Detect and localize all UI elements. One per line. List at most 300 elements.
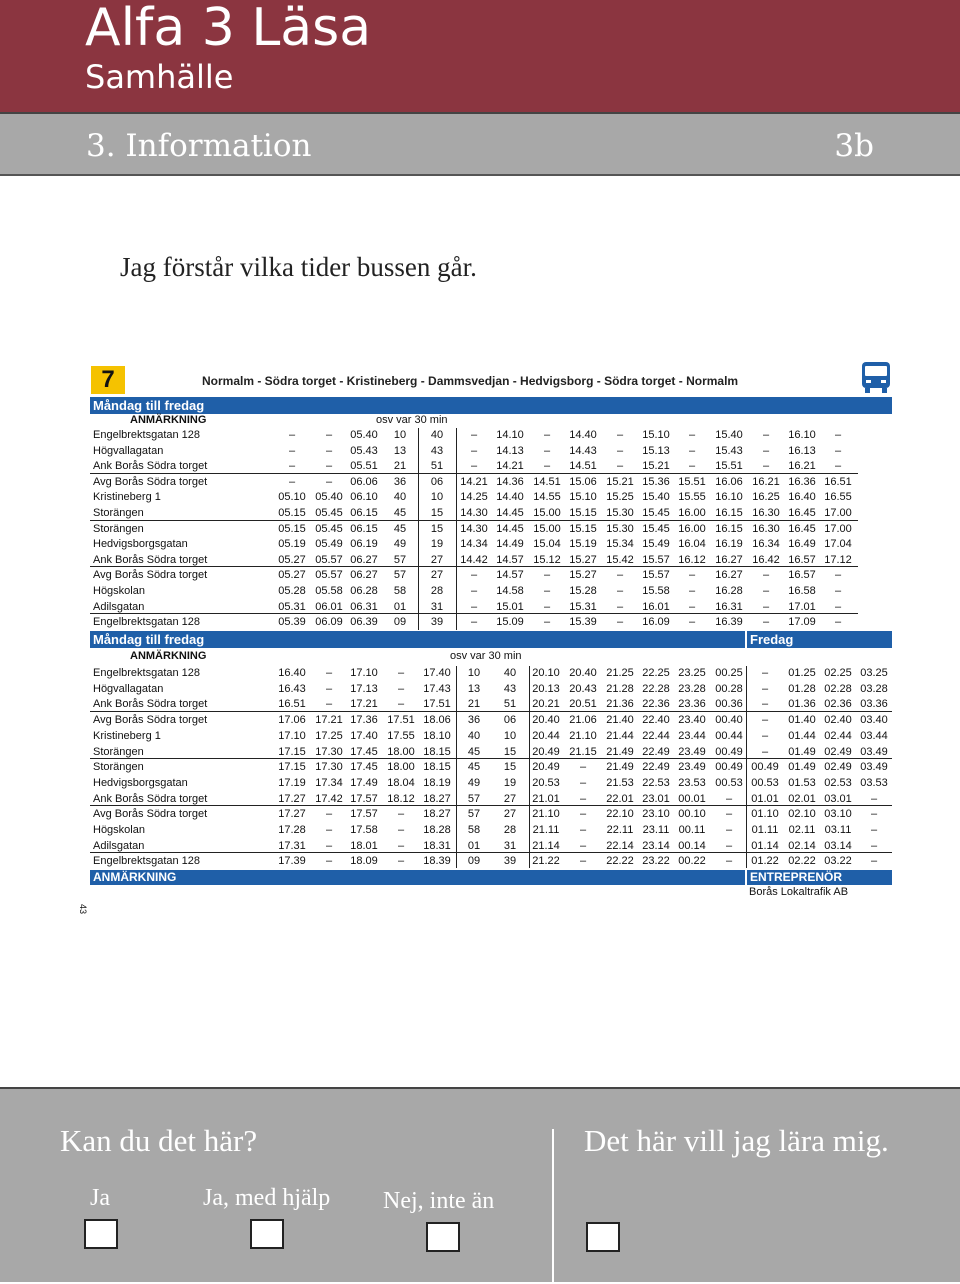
- time-cell: 20.40: [569, 667, 597, 679]
- time-cell: 22.14: [606, 839, 634, 852]
- time-cell: 19: [503, 776, 517, 789]
- time-cell: –: [288, 444, 296, 457]
- stop-name: Storängen: [93, 761, 144, 774]
- time-cell: –: [834, 460, 842, 473]
- time-cell: 00.53: [715, 776, 743, 789]
- assessment-question: Kan du det här?: [60, 1123, 258, 1158]
- time-cell: –: [470, 616, 478, 629]
- time-cell: –: [470, 569, 478, 582]
- time-cell: 16.06: [715, 475, 743, 488]
- time-cell: –: [834, 444, 842, 457]
- time-cell: 03.25: [860, 667, 888, 679]
- time-cell: 43: [503, 682, 517, 695]
- time-cell: 16.13: [788, 444, 816, 457]
- time-cell: –: [325, 460, 333, 473]
- column-separator: [456, 666, 457, 868]
- time-cell: 15.57: [642, 569, 670, 582]
- time-cell: –: [688, 569, 696, 582]
- time-cell: –: [761, 682, 769, 695]
- time-cell: 15.09: [496, 616, 524, 629]
- time-cell: 27: [503, 808, 517, 821]
- time-cell: 17.28: [278, 824, 306, 836]
- time-cell: 21.01: [532, 792, 560, 805]
- time-cell: 02.36: [824, 698, 852, 711]
- time-cell: 17.04: [824, 538, 852, 551]
- row-separator: [90, 520, 858, 521]
- time-cell: 49: [467, 776, 481, 789]
- time-cell: 14.49: [496, 538, 524, 551]
- time-cell: 15.45: [642, 507, 670, 519]
- time-cell: 57: [467, 808, 481, 821]
- time-cell: –: [470, 600, 478, 613]
- time-cell: 16.27: [715, 569, 743, 582]
- time-cell: –: [325, 444, 333, 457]
- time-cell: 16.00: [678, 522, 706, 535]
- time-cell: 58: [467, 824, 481, 836]
- time-cell: 18.31: [423, 839, 451, 852]
- stop-name: Högskolan: [93, 824, 145, 836]
- time-cell: –: [688, 600, 696, 613]
- stop-name: Kristineberg 1: [93, 729, 161, 742]
- time-cell: 16.45: [788, 507, 816, 519]
- checkbox-not-yet[interactable]: [426, 1222, 460, 1252]
- time-cell: 15.28: [569, 585, 597, 597]
- time-cell: 40: [503, 667, 517, 679]
- time-cell: 03.49: [860, 745, 888, 758]
- time-cell: –: [325, 475, 333, 488]
- time-cell: 17.57: [350, 808, 378, 821]
- time-cell: 23.25: [678, 667, 706, 679]
- time-cell: –: [834, 616, 842, 629]
- time-cell: 02.01: [788, 792, 816, 805]
- time-cell: –: [325, 698, 333, 711]
- stop-name: Ank Borås Södra torget: [93, 460, 208, 473]
- time-cell: 21.25: [606, 667, 634, 679]
- time-cell: 10: [503, 729, 517, 742]
- time-cell: 15.51: [715, 460, 743, 473]
- time-cell: 03.10: [824, 808, 852, 821]
- time-cell: 17.39: [278, 855, 306, 868]
- time-cell: 17.45: [350, 745, 378, 758]
- time-cell: –: [397, 698, 405, 711]
- time-cell: 17.34: [315, 776, 343, 789]
- time-cell: –: [579, 792, 587, 805]
- time-cell: 36: [467, 714, 481, 727]
- time-cell: –: [761, 667, 769, 679]
- time-cell: 14.55: [533, 491, 561, 504]
- stop-name: Högvallagatan: [93, 682, 164, 695]
- stop-name: Adilsgatan: [93, 839, 145, 852]
- time-cell: 15.13: [642, 444, 670, 457]
- checkbox-yes[interactable]: [84, 1219, 118, 1249]
- time-cell: 28: [503, 824, 517, 836]
- time-cell: 22.11: [606, 824, 634, 836]
- time-cell: 14.43: [569, 444, 597, 457]
- time-cell: –: [761, 729, 769, 742]
- time-cell: 02.40: [824, 714, 852, 727]
- time-cell: –: [834, 585, 842, 597]
- time-cell: 21.40: [606, 714, 634, 727]
- time-cell: 01.01: [751, 792, 779, 805]
- time-cell: 05.27: [278, 553, 306, 566]
- time-cell: 15.30: [606, 507, 634, 519]
- time-cell: –: [762, 585, 770, 597]
- time-cell: 09: [393, 616, 407, 629]
- time-cell: 17.51: [387, 714, 415, 727]
- time-cell: –: [616, 460, 624, 473]
- time-cell: –: [397, 855, 405, 868]
- column-separator: [456, 428, 457, 630]
- time-cell: 23.36: [678, 698, 706, 711]
- time-cell: 17.01: [788, 600, 816, 613]
- time-cell: 15.34: [606, 538, 634, 551]
- time-cell: 00.36: [715, 698, 743, 711]
- time-cell: 16.01: [642, 600, 670, 613]
- time-cell: 02.22: [788, 855, 816, 868]
- time-cell: 14.45: [496, 507, 524, 519]
- time-cell: 09: [467, 855, 481, 868]
- time-cell: 14.21: [460, 475, 488, 488]
- time-cell: 01.44: [788, 729, 816, 742]
- time-cell: 05.28: [278, 585, 306, 597]
- time-cell: 16.45: [788, 522, 816, 535]
- stop-name: Högskolan: [93, 585, 145, 597]
- friday-band: Fredag: [747, 631, 892, 648]
- time-cell: 22.25: [642, 667, 670, 679]
- time-cell: 14.13: [496, 444, 524, 457]
- time-cell: –: [579, 761, 587, 774]
- time-cell: 18.28: [423, 824, 451, 836]
- time-cell: –: [688, 444, 696, 457]
- time-cell: 58: [393, 585, 407, 597]
- time-cell: –: [616, 600, 624, 613]
- time-cell: 00.28: [715, 682, 743, 695]
- time-cell: 16.30: [752, 507, 780, 519]
- time-cell: 02.49: [824, 745, 852, 758]
- time-cell: –: [543, 429, 551, 441]
- time-cell: 21.10: [569, 729, 597, 742]
- time-cell: 15.30: [606, 522, 634, 535]
- time-cell: –: [470, 460, 478, 473]
- time-cell: 14.58: [496, 585, 524, 597]
- time-cell: 05.31: [278, 600, 306, 613]
- time-cell: 57: [467, 792, 481, 805]
- time-cell: 14.51: [569, 460, 597, 473]
- route-title: Normalm - Södra torget - Kristineberg - Dammsvedjan - Hedvigsborg - Södra torget - Normalm: [202, 374, 739, 388]
- weekday-band: Måndag till fredag: [90, 397, 892, 414]
- time-cell: 00.10: [678, 808, 706, 821]
- time-cell: 16.34: [752, 538, 780, 551]
- time-cell: 17.09: [788, 616, 816, 629]
- time-cell: 15.21: [642, 460, 670, 473]
- time-cell: –: [725, 792, 733, 805]
- time-cell: –: [725, 808, 733, 821]
- time-cell: –: [762, 616, 770, 629]
- time-cell: 23.44: [678, 729, 706, 742]
- time-cell: 15.15: [569, 507, 597, 519]
- time-cell: 05.19: [278, 538, 306, 551]
- time-cell: 21.14: [532, 839, 560, 852]
- time-cell: –: [616, 569, 624, 582]
- time-cell: –: [762, 429, 770, 441]
- time-cell: 06.15: [350, 507, 378, 519]
- time-cell: –: [762, 460, 770, 473]
- time-cell: 17.13: [350, 682, 378, 695]
- column-separator: [529, 666, 530, 868]
- time-cell: 16.42: [752, 553, 780, 566]
- time-cell: 01.11: [751, 824, 779, 836]
- time-cell: –: [725, 839, 733, 852]
- time-cell: 15.19: [569, 538, 597, 551]
- stop-name: Storängen: [93, 507, 144, 519]
- time-cell: 17.15: [278, 745, 306, 758]
- time-cell: 27: [430, 553, 444, 566]
- time-cell: 45: [467, 761, 481, 774]
- time-cell: 01: [393, 600, 407, 613]
- time-cell: –: [616, 429, 624, 441]
- time-cell: 15.42: [606, 553, 634, 566]
- time-cell: 05.15: [278, 507, 306, 519]
- time-cell: 17.58: [350, 824, 378, 836]
- time-cell: 16.51: [278, 698, 306, 711]
- time-cell: 21.11: [532, 824, 560, 836]
- time-cell: 16.40: [788, 491, 816, 504]
- time-cell: –: [616, 444, 624, 457]
- time-cell: 17.25: [315, 729, 343, 742]
- time-cell: 20.40: [532, 714, 560, 727]
- time-cell: 16.25: [752, 491, 780, 504]
- time-cell: 15.21: [606, 475, 634, 488]
- time-cell: 16.09: [642, 616, 670, 629]
- time-cell: –: [470, 585, 478, 597]
- time-cell: 05.58: [315, 585, 343, 597]
- time-cell: 06.09: [315, 616, 343, 629]
- time-cell: 15.31: [569, 600, 597, 613]
- time-cell: 02.28: [824, 682, 852, 695]
- time-cell: 17.45: [350, 761, 378, 774]
- page-number: 43: [78, 903, 89, 915]
- bus-icon: [860, 360, 892, 394]
- remark-label: ANMÄRKNING: [130, 414, 207, 426]
- book-subtitle: Samhälle: [85, 58, 234, 96]
- time-cell: 01: [467, 839, 481, 852]
- time-cell: 05.45: [315, 507, 343, 519]
- time-cell: 18.09: [350, 855, 378, 868]
- section-title: 3. Information: [86, 128, 312, 164]
- time-cell: 01.25: [788, 667, 816, 679]
- time-cell: 05.40: [350, 429, 378, 441]
- time-cell: 05.15: [278, 522, 306, 535]
- time-cell: 15.00: [533, 522, 561, 535]
- time-cell: 36: [393, 475, 407, 488]
- time-cell: 05.45: [315, 522, 343, 535]
- time-cell: 22.22: [606, 855, 634, 868]
- time-cell: –: [288, 460, 296, 473]
- time-cell: –: [870, 855, 878, 868]
- time-cell: 49: [393, 538, 407, 551]
- time-cell: –: [470, 429, 478, 441]
- time-cell: 18.01: [350, 839, 378, 852]
- time-cell: 00.01: [678, 792, 706, 805]
- time-cell: 18.15: [423, 761, 451, 774]
- time-cell: 40: [467, 729, 481, 742]
- time-cell: 21.10: [532, 808, 560, 821]
- time-cell: 10: [467, 667, 481, 679]
- time-cell: 17.42: [315, 792, 343, 805]
- time-cell: –: [870, 839, 878, 852]
- stop-name: Ank Borås Södra torget: [93, 698, 208, 711]
- stop-name: Avg Borås Södra torget: [93, 475, 208, 488]
- checkbox-learn[interactable]: [586, 1222, 620, 1252]
- time-cell: 00.22: [678, 855, 706, 868]
- time-cell: 16.55: [824, 491, 852, 504]
- time-cell: 23.28: [678, 682, 706, 695]
- option-with-help-label: Ja, med hjälp: [203, 1185, 331, 1211]
- time-cell: 27: [503, 792, 517, 805]
- time-cell: 15.40: [642, 491, 670, 504]
- time-cell: 06.10: [350, 491, 378, 504]
- time-cell: 16.36: [788, 475, 816, 488]
- time-cell: 14.36: [496, 475, 524, 488]
- time-cell: –: [688, 429, 696, 441]
- stop-name: Hedvigsborgsgatan: [93, 776, 188, 789]
- time-cell: 15.39: [569, 616, 597, 629]
- row-separator: [90, 852, 892, 853]
- time-cell: 00.25: [715, 667, 743, 679]
- time-cell: 05.57: [315, 569, 343, 582]
- time-cell: –: [870, 792, 878, 805]
- time-cell: –: [762, 569, 770, 582]
- stop-name: Adilsgatan: [93, 600, 145, 613]
- time-cell: 05.43: [350, 444, 378, 457]
- time-cell: 14.40: [569, 429, 597, 441]
- time-cell: 17.21: [350, 698, 378, 711]
- time-cell: –: [543, 569, 551, 582]
- time-cell: 15.36: [642, 475, 670, 488]
- time-cell: 17.40: [423, 667, 451, 679]
- time-cell: 00.14: [678, 839, 706, 852]
- time-cell: 05.49: [315, 538, 343, 551]
- time-cell: 51: [430, 460, 444, 473]
- time-cell: 14.10: [496, 429, 524, 441]
- time-cell: 03.22: [824, 855, 852, 868]
- time-cell: 18.39: [423, 855, 451, 868]
- time-cell: 13: [393, 444, 407, 457]
- time-cell: 17.00: [824, 507, 852, 519]
- time-cell: 40: [430, 429, 444, 441]
- time-cell: 21.15: [569, 745, 597, 758]
- time-cell: 23.11: [642, 824, 670, 836]
- time-cell: 14.25: [460, 491, 488, 504]
- time-cell: –: [579, 776, 587, 789]
- time-cell: 21: [393, 460, 407, 473]
- time-cell: 06.31: [350, 600, 378, 613]
- time-cell: 18.10: [423, 729, 451, 742]
- time-cell: –: [325, 808, 333, 821]
- row-separator: [90, 711, 892, 712]
- time-cell: 14.57: [496, 569, 524, 582]
- time-cell: –: [543, 585, 551, 597]
- row-separator: [90, 566, 858, 567]
- time-cell: 18.06: [423, 714, 451, 727]
- time-cell: –: [762, 444, 770, 457]
- time-cell: 21.44: [606, 729, 634, 742]
- time-cell: 16.19: [715, 538, 743, 551]
- remark-band: ANMÄRKNING: [90, 870, 745, 885]
- time-cell: 16.30: [752, 522, 780, 535]
- time-cell: 22.28: [642, 682, 670, 695]
- time-cell: 39: [430, 616, 444, 629]
- time-cell: 45: [467, 745, 481, 758]
- checkbox-with-help[interactable]: [250, 1219, 284, 1249]
- time-cell: –: [543, 460, 551, 473]
- time-cell: 45: [393, 522, 407, 535]
- time-cell: 40: [393, 491, 407, 504]
- time-cell: 21.49: [606, 761, 634, 774]
- time-cell: 15.49: [642, 538, 670, 551]
- time-cell: –: [579, 824, 587, 836]
- time-cell: –: [325, 839, 333, 852]
- time-cell: 20.51: [569, 698, 597, 711]
- time-cell: 16.43: [278, 682, 306, 695]
- time-cell: 16.15: [715, 507, 743, 519]
- divider: [552, 1129, 554, 1284]
- time-cell: –: [725, 824, 733, 836]
- time-cell: 16.12: [678, 553, 706, 566]
- time-cell: 01.53: [788, 776, 816, 789]
- stop-name: Storängen: [93, 745, 144, 758]
- stop-name: Ank Borås Södra torget: [93, 792, 208, 805]
- remark-label: ANMÄRKNING: [130, 650, 207, 662]
- time-cell: 22.49: [642, 761, 670, 774]
- time-cell: 17.31: [278, 839, 306, 852]
- time-cell: 23.53: [678, 776, 706, 789]
- time-cell: 15: [503, 745, 517, 758]
- stop-name: Engelbrektsgatan 128: [93, 429, 201, 441]
- time-cell: 17.55: [387, 729, 415, 742]
- time-cell: –: [325, 429, 333, 441]
- time-cell: 05.39: [278, 616, 306, 629]
- time-cell: 51: [503, 698, 517, 711]
- time-cell: 02.44: [824, 729, 852, 742]
- time-cell: 14.21: [496, 460, 524, 473]
- operator-name: Borås Lokaltrafik AB: [749, 886, 849, 898]
- time-cell: 14.30: [460, 507, 488, 519]
- time-cell: 15.04: [533, 538, 561, 551]
- time-cell: –: [834, 429, 842, 441]
- time-cell: 01.22: [751, 855, 779, 868]
- time-cell: 17.57: [350, 792, 378, 805]
- stop-name: Engelbrektsgatan 128: [93, 616, 201, 629]
- time-cell: 21: [467, 698, 481, 711]
- column-separator: [746, 666, 747, 868]
- time-cell: 19: [430, 538, 444, 551]
- time-cell: 16.40: [278, 667, 306, 679]
- time-cell: 18.27: [423, 808, 451, 821]
- time-cell: 17.51: [423, 698, 451, 711]
- stop-name: Högvallagatan: [93, 444, 164, 457]
- time-cell: –: [761, 745, 769, 758]
- time-cell: 06: [503, 714, 517, 727]
- book-title: Alfa 3 Läsa: [85, 0, 372, 58]
- time-cell: –: [761, 698, 769, 711]
- time-cell: 03.40: [860, 714, 888, 727]
- stop-name: Avg Borås Södra torget: [93, 569, 208, 582]
- time-cell: 20.21: [532, 698, 560, 711]
- time-cell: 06.28: [350, 585, 378, 597]
- time-cell: 13: [467, 682, 481, 695]
- time-cell: 06.19: [350, 538, 378, 551]
